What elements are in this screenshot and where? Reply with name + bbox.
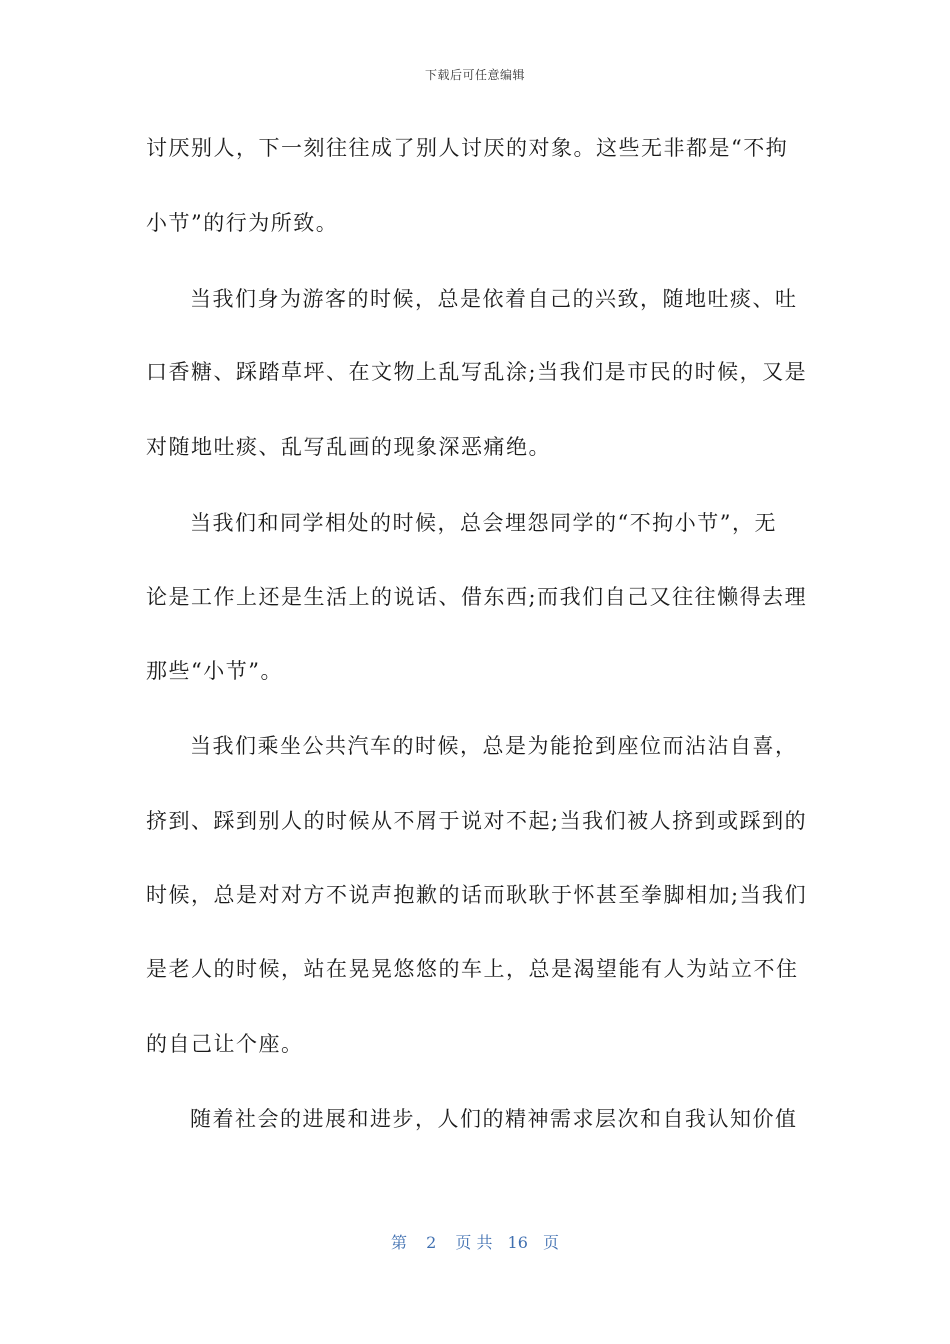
text-line: 口香糖、踩踏草坪、在文物上乱写乱涂;当我们是市民的时候，又是 [146,360,808,384]
page-footer [0,1230,950,1253]
paragraph-start-line: 随着社会的进展和进步，人们的精神需求层次和自我认知价值 [190,1107,798,1131]
current-page-number: 2 [426,1233,437,1252]
text-line: 讨厌别人，下一刻往往成了别人讨厌的对象。这些无非都是“不拘 [146,136,789,160]
text-line: 是老人的时候，站在晃晃悠悠的车上，总是渴望能有人为站立不住 [146,957,799,981]
paragraph-start-line: 当我们身为游客的时候，总是依着自己的兴致，随地吐痰、吐 [190,287,798,311]
footer-suffix: 页 [543,1233,560,1252]
paragraph-start-line: 当我们和同学相处的时候，总会埋怨同学的“不拘小节”，无 [190,511,777,535]
text-line: 论是工作上还是生活上的说话、借东西;而我们自己又往往懒得去理 [146,585,808,609]
text-line: 挤到、踩到别人的时候从不屑于说对不起;当我们被人挤到或踩到的 [146,809,808,833]
paragraph-start-line: 当我们乘坐公共汽车的时候，总是为能抢到座位而沾沾自喜， [190,734,798,758]
footer-middle: 页 共 [455,1233,493,1252]
total-page-count: 16 [507,1233,528,1252]
text-line: 时候，总是对对方不说声抱歉的话而耿耿于怀甚至拳脚相加;当我们 [146,883,808,907]
footer-prefix: 第 [390,1233,407,1252]
text-line: 那些“小节”。 [146,659,283,683]
page-header: 下载后可任意编辑 [424,68,525,82]
text-line: 小节”的行为所致。 [146,211,339,235]
text-line: 对随地吐痰、乱写乱画的现象深恶痛绝。 [146,435,551,459]
text-line: 的自己让个座。 [146,1032,304,1056]
